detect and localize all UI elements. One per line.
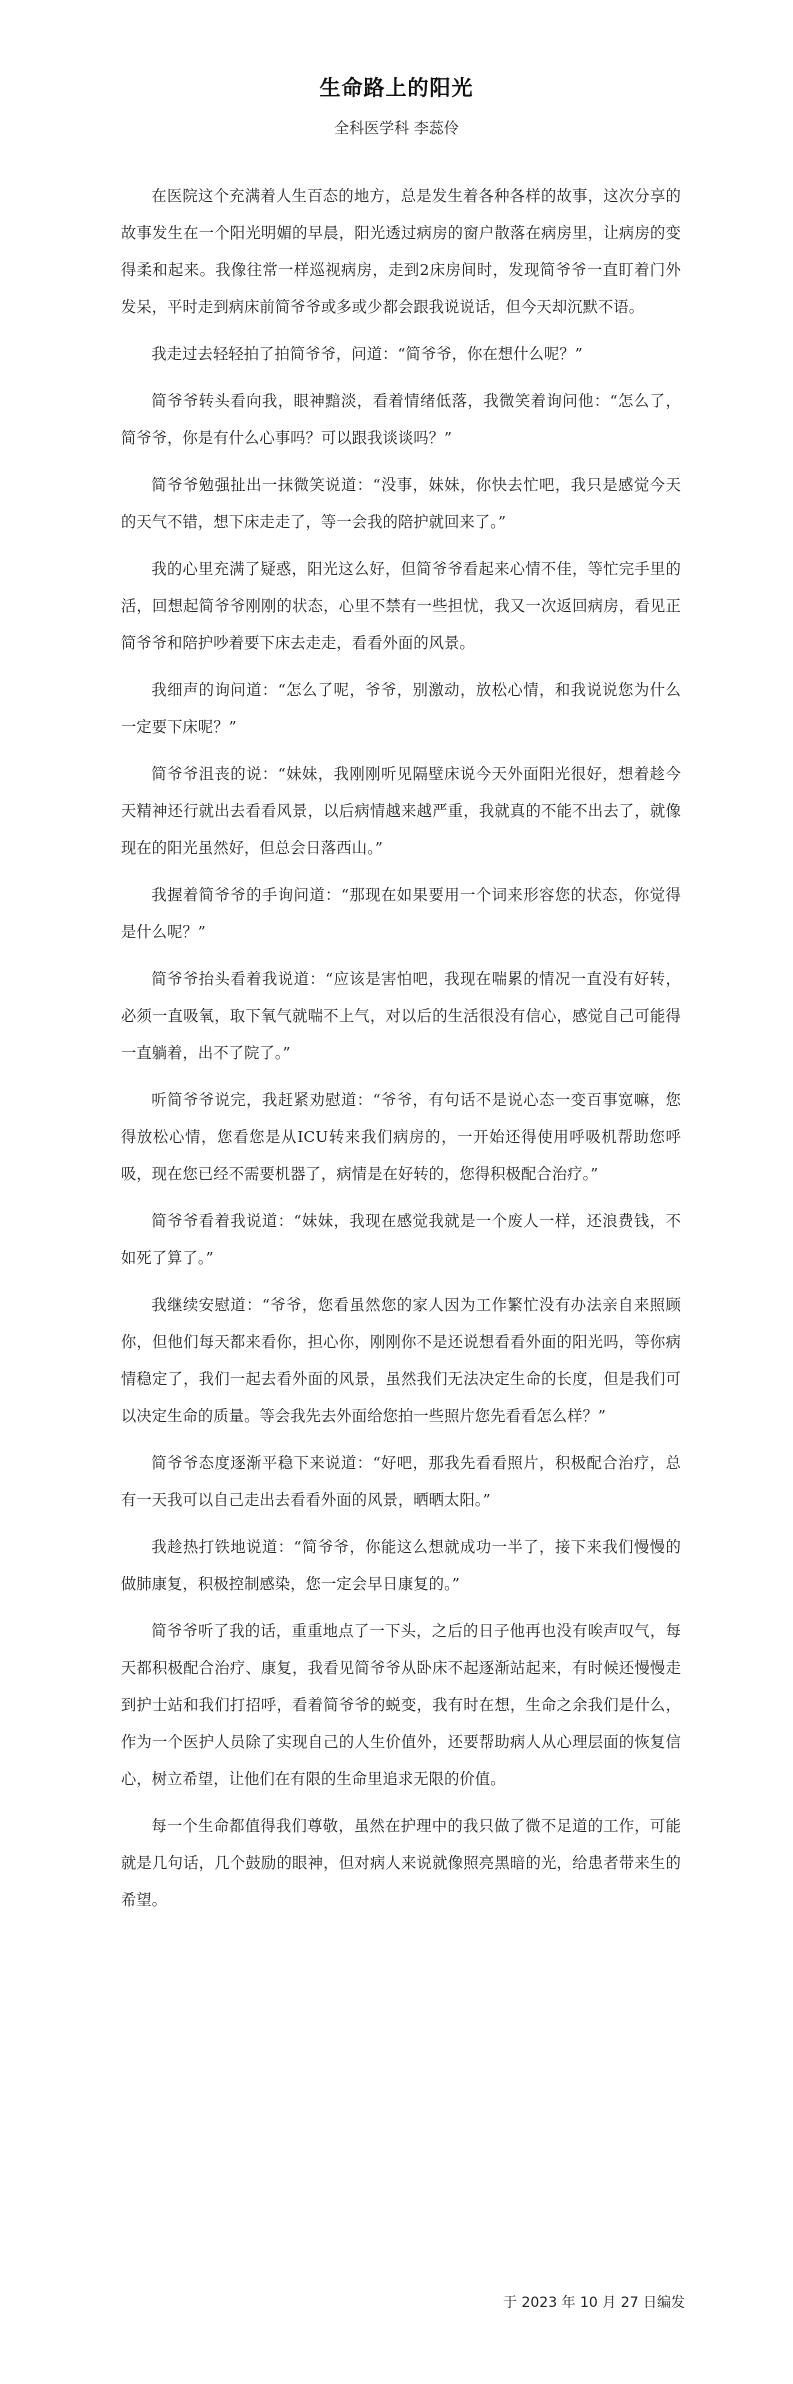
paragraph-13: 简爷爷态度逐渐平稳下来说道：“好吧，那我先看看照片，积极配合治疗，总有一天我可以自己走出去看看外面的风景，晒晒太阳。” [121, 1454, 681, 1509]
paragraph-4: 简爷爷勉强扯出一抹微笑说道：“没事，妹妹，你快去忙吧，我只是感觉今天的天气不错，想下床走走了，等一会我的陪护就回来了。” [121, 476, 681, 531]
paragraph-12: 我继续安慰道：“爷爷，您看虽然您的家人因为工作繁忙没有办法亲自来照顾你，但他们每天都来看你，担心你，刚刚你不是还说想看看外面的阳光吗，等你病情稳定了，我们一起去看外面的风景，虽然我们无法决定生命的长度，但是我们可以决定生命的质量。等会我先去外面给您拍一些照片您先看看怎么样？” [121, 1296, 681, 1425]
paragraph-15: 简爷爷听了我的话，重重地点了一下头，之后的日子他再也没有唉声叹气，每天都积极配合治疗、康复，我看见简爷爷从卧床不起逐渐站起来，有时候还慢慢走到护士站和我们打招呼，看着简爷爷的蜕变，我有时在想，生命之余我们是什么，作为一个医护人员除了实现自己的人生价值外，还要帮助病人从心理层面的恢复信心，树立希望，让他们在有限的生命里追求无限的价值。 [121, 1622, 681, 1788]
document-body [121, 178, 681, 1929]
paragraph-2: 我走过去轻轻拍了拍简爷爷，问道：“简爷爷，你在想什么呢？” [151, 345, 583, 363]
paragraph-3: 简爷爷转头看向我，眼神黯淡，看着情绪低落，我微笑着询问他：“怎么了，简爷爷，你是有什么心事吗？可以跟我谈谈吗？” [121, 392, 681, 447]
paragraph-9: 简爷爷抬头看着我说道：“应该是害怕吧，我现在喘累的情况一直没有好转，必须一直吸氧，取下氧气就喘不上气，对以后的生活很没有信心，感觉自己可能得一直躺着，出不了院了。” [121, 970, 681, 1062]
document-author: 全科医学科 李蕊伶 [334, 119, 459, 137]
paragraph-7: 简爷爷沮丧的说：“妹妹，我刚刚听见隔壁床说今天外面阳光很好，想着趁今天精神还行就出去看看风景，以后病情越来越严重，我就真的不能不出去了，就像现在的阳光虽然好，但总会日落西山。” [121, 765, 681, 857]
paragraph-6: 我细声的询问道：“怎么了呢，爷爷，别激动，放松心情，和我说说您为什么一定要下床呢？” [121, 681, 681, 736]
paragraph-1: 在医院这个充满着人生百态的地方，总是发生着各种各样的故事，这次分享的故事发生在一个阳光明媚的早晨，阳光透过病房的窗户散落在病房里，让病房的变得柔和起来。我像往常一样巡视病房，走到2床房间时，发现简爷爷一直盯着门外发呆，平时走到病床前简爷爷或多或少都会跟我说说话，但今天却沉默不语。 [121, 187, 681, 316]
document-title: 生命路上的阳光 [319, 76, 474, 100]
paragraph-16: 每一个生命都值得我们尊敬，虽然在护理中的我只做了微不足道的工作，可能就是几句话，几个鼓励的眼神，但对病人来说就像照亮黑暗的光，给患者带来生的希望。 [121, 1817, 681, 1909]
paragraph-8: 我握着简爷爷的手询问道：“那现在如果要用一个词来形容您的状态，你觉得是什么呢？” [121, 886, 681, 941]
publish-date-signature: 于 2023 年 10 月 27 日编发 [503, 2295, 685, 2311]
paragraph-14: 我趁热打铁地说道：“简爷爷，你能这么想就成功一半了，接下来我们慢慢的做肺康复，积极控制感染，您一定会早日康复的。” [121, 1538, 681, 1593]
paragraph-5: 我的心里充满了疑惑，阳光这么好，但简爷爷看起来心情不佳，等忙完手里的活，回想起简爷爷刚刚的状态，心里不禁有一些担忧，我又一次返回病房，看见正简爷爷和陪护吵着要下床去走走，看看外面的风景。 [121, 560, 681, 652]
paragraph-11: 简爷爷看着我说道：“妹妹，我现在感觉我就是一个废人一样，还浪费钱，不如死了算了。” [121, 1212, 681, 1267]
paragraph-10: 听简爷爷说完，我赶紧劝慰道：“爷爷，有句话不是说心态一变百事宽嘛，您得放松心情，您看您是从ICU转来我们病房的，一开始还得使用呼吸机帮助您呼吸，现在您已经不需要机器了，病情是在好转的，您得积极配合治疗。” [121, 1091, 681, 1183]
